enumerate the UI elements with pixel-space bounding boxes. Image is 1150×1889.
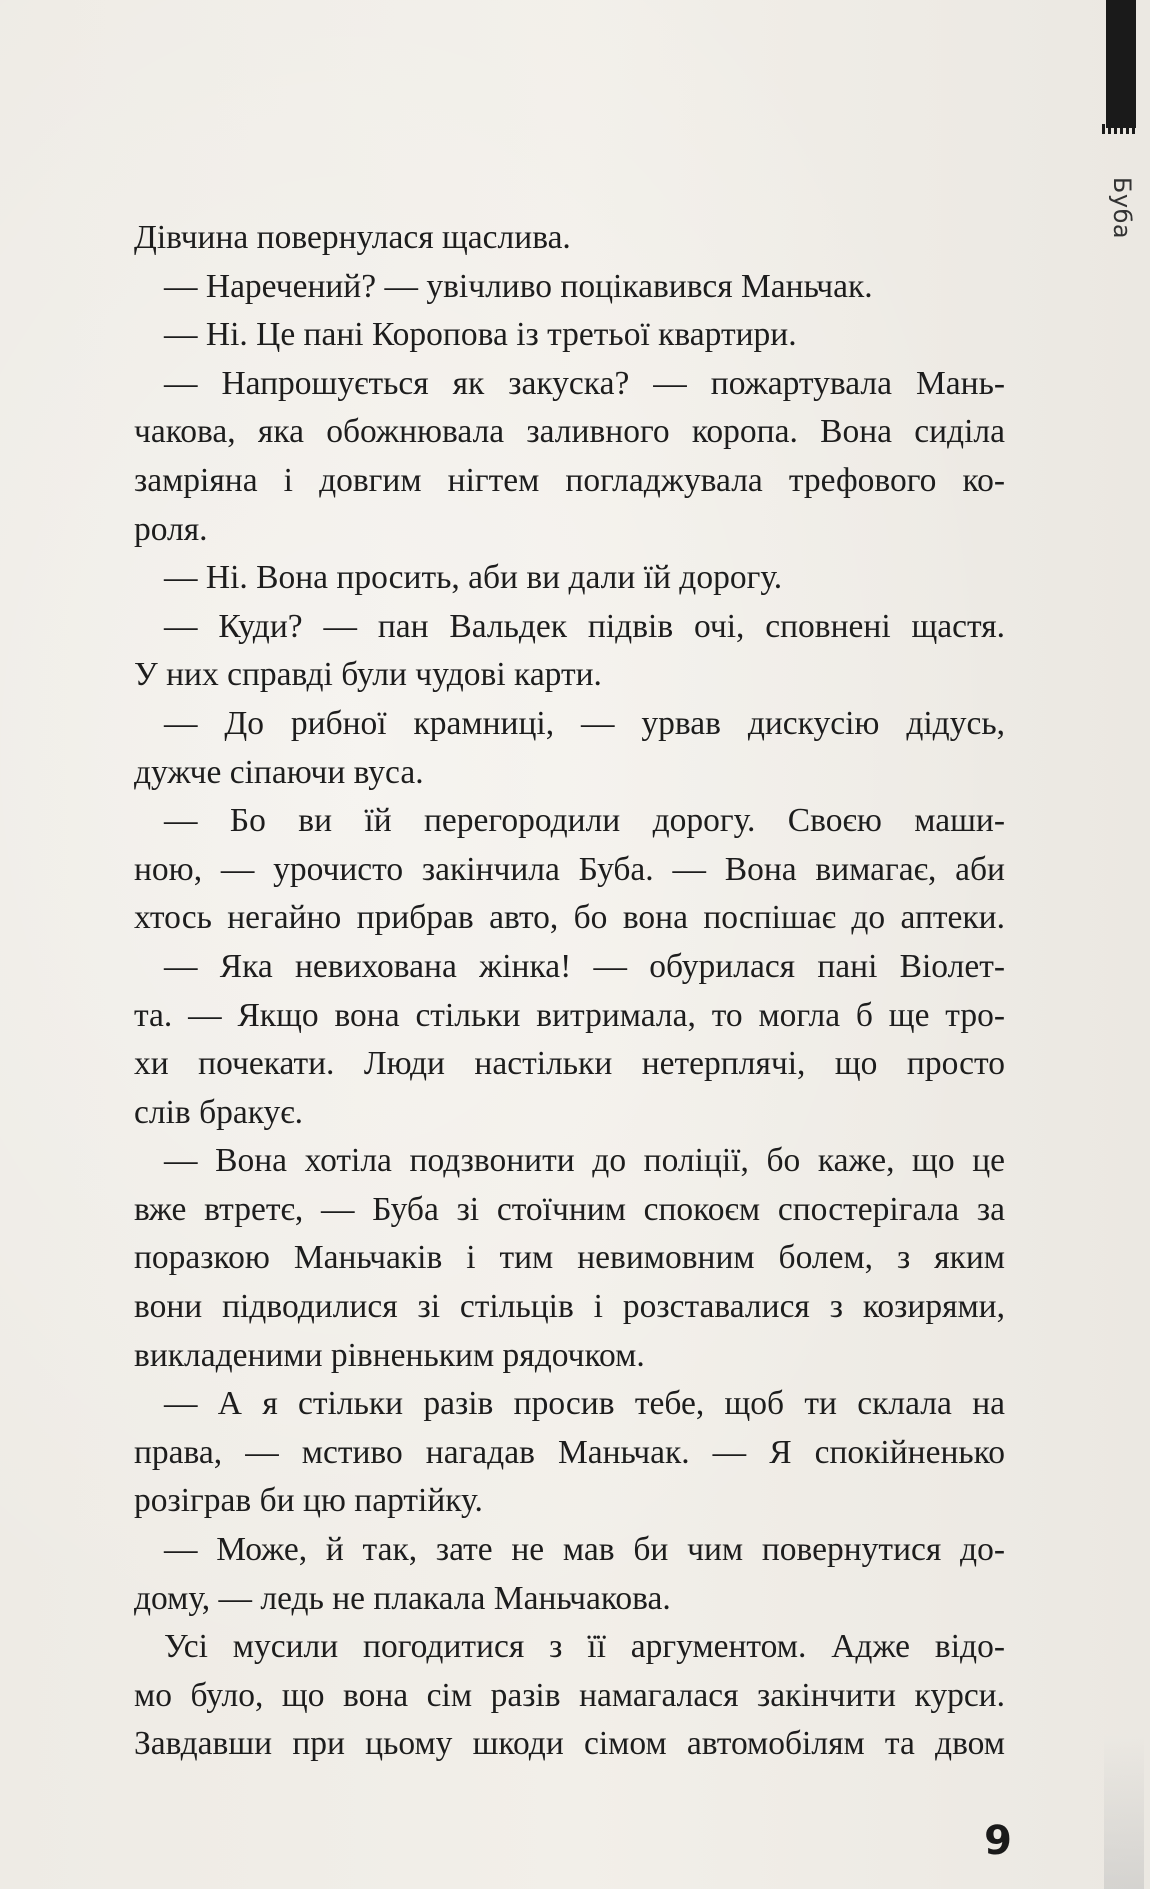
text-line: — Ні. Вона просить, аби ви дали їй дорогу. [164,559,783,597]
running-head-text: Буба [1108,176,1136,240]
text-line: — Напрошується як закуска? — пожартувала Мань- [164,364,1005,402]
text-line: слів бракує. [134,1093,304,1131]
text-line: хтось негайно прибрав авто, бо вона поспішає до аптеки. [134,899,1005,937]
text-line: хи почекати. Люди настільки нетерплячі, що просто [134,1045,1005,1083]
text-line: та. — Якщо вона стільки витримала, то могла б ще тро- [134,996,1005,1034]
text-line: поразкою Маньчаків і тим невимовним болем, з яким [134,1239,1005,1277]
text-line: дому, — ледь не плакала Маньчакова. [134,1579,671,1617]
edge-thumb-mark [1106,0,1136,128]
text-line: — Ні. Це пані Коропова із третьої квартири. [164,316,797,354]
running-head [1102,168,1142,248]
text-line: Дівчина повернулася щаслива. [134,219,571,256]
page-number: 9 [984,1818,1012,1864]
text-line: Усі мусили погодитися з її аргументом. Адже відо- [164,1628,1005,1666]
text-line: вже втретє, — Буба зі стоїчним спокоєм спостерігала за [134,1190,1005,1228]
text-line: — Вона хотіла подзвонити до поліції, бо каже, що це [164,1142,1005,1180]
text-line: — Куди? — пан Вальдек підвів очі, сповнені щастя. [164,607,1005,645]
text-line: чакова, яка обожнювала заливного коропа. Вона сиділа [134,413,1005,451]
text-line: — До рибної крамниці, — урвав дискусію дідусь, [164,704,1005,742]
text-line: — Наречений? — увічливо поцікавився Маньчак. [164,267,873,305]
text-line: права, — мстиво нагадав Маньчак. — Я спокійненько [134,1433,1005,1471]
text-line: — Може, й так, зате не мав би чим повернутися до- [164,1531,1005,1569]
text-line: мо було, що вона сім разів намагалася закінчити курси. [134,1676,1005,1714]
text-line: У них справді були чудові карти. [134,656,602,694]
text-line: ною, — урочисто закінчила Буба. — Вона вимагає, аби [134,850,1005,888]
text-line: розіграв би цю партійку. [134,1482,483,1520]
text-line: Завдавши при цьому шкоди сімом автомобілям та двом [134,1725,1005,1763]
text-line: — Яка невихована жінка! — обурилася пані Віолет- [164,947,1005,985]
text-line: викладеними рівненьким рядочком. [134,1336,645,1374]
text-line: — Бо ви їй перегородили дорогу. Своєю маши- [164,802,1005,840]
text-line: замріяна і довгим нігтем погладжувала трефового ко- [134,461,1005,499]
text-line: — А я стільки разів просив тебе, щоб ти склала на [164,1385,1005,1423]
text-line: дужче сіпаючи вуса. [134,753,424,791]
text-line: роля. [134,510,208,548]
body-text [134,214,1005,1769]
text-line: вони підводилися зі стільців і розставалися з козирями, [134,1288,1005,1326]
page-edge-shadow [1104,1735,1144,1889]
